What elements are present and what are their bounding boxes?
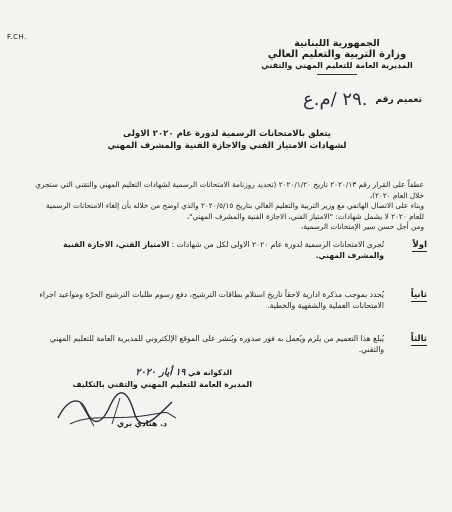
date-line [136,367,232,378]
date-label: الدكوانه في [188,368,232,377]
letterhead-directorate: المديرية العامة للتعليم المهني والتقني [261,61,413,70]
circular-label: تعميم رقم [375,94,422,105]
point-2-label: ثانياً [410,290,427,300]
subject-line-2: لشهادات الامتياز الفني والاجازة الفنية والمشرف المهني [107,141,347,151]
point-1-certificates: الامتياز الفني، الاجازة الفنية والمشرف المهني. [63,240,384,260]
point-2-text: يُحدد بموجب مذكرة ادارية لاحقاً تاريخ استلام بطاقات الترشيح، دفع رسوم طلبات الترشيح الحرّة ومواعيد اجراء الامتحانات العملية والشفهية والخطية. [39,290,384,310]
circular-number: ٢٩ /م.ع. [303,89,368,110]
preamble [29,180,424,233]
letterhead-divider [317,74,357,75]
letterhead-ministry: وزارة التربية والتعليم العالي [267,49,407,60]
point-1-text [29,239,384,261]
point-1-body: تُجرى الامتحانات الرسمية لدورة عام ٢٠٢٠ الاولى لكل من شهادات : [171,240,384,249]
point-1-label: اولاً [412,240,427,250]
document-code: F.CH. [7,33,27,41]
subject-line-1: يتعلق بالامتحانات الرسمية لدورة عام ٢٠٢٠ الاولى [123,129,331,139]
date-value: ١٩ أيار ٢٠٢٠ [135,367,186,378]
signatory-title: المديرة العامة للتعليم المهني والتقني بالتكليف [72,380,252,389]
preamble-paragraph-1: عطفاً على القرار رقم ٢٠٢٠/١٣ تاريخ ٢٠٢٠/١/٢٠ (تحديد روزنامة الامتحانات الرسمية لشهادات التعليم المهني والتقني التي ستجري خلال العام ٢٠٢٠)، [35,180,424,200]
circular-number-row [303,89,422,110]
point-3-label: ثالثاً [410,334,427,344]
signatory-name: د. هنادي بري [117,419,167,428]
preamble-paragraph-2: وبناء على الاتصال الهاتفي مع وزير التربية والتعليم العالي بتاريخ ٢٠٢٠/٥/١٥ والذي اوضح من خلاله بأن إلغاء الامتحانات الرسمية للعام ٢٠٢٠ لا يشمل شهادات: "الامتياز الفني، الاجازة الفنية والمشرف المهني"، [46,201,424,221]
point-3-text: يُبلغ هذا التعميم من يلزم ويُعمل به فور صدوره ويُنشر على الموقع الإلكتروني للمديرية العامة للتعليم المهني والتقني. [49,334,384,354]
letterhead-republic: الجمهورية اللبنانية [294,38,380,49]
letterhead [252,38,422,75]
preamble-paragraph-3: ومن أجل حسن سير الإمتحانات الرسمية، [301,222,424,231]
subject-block [62,128,392,152]
